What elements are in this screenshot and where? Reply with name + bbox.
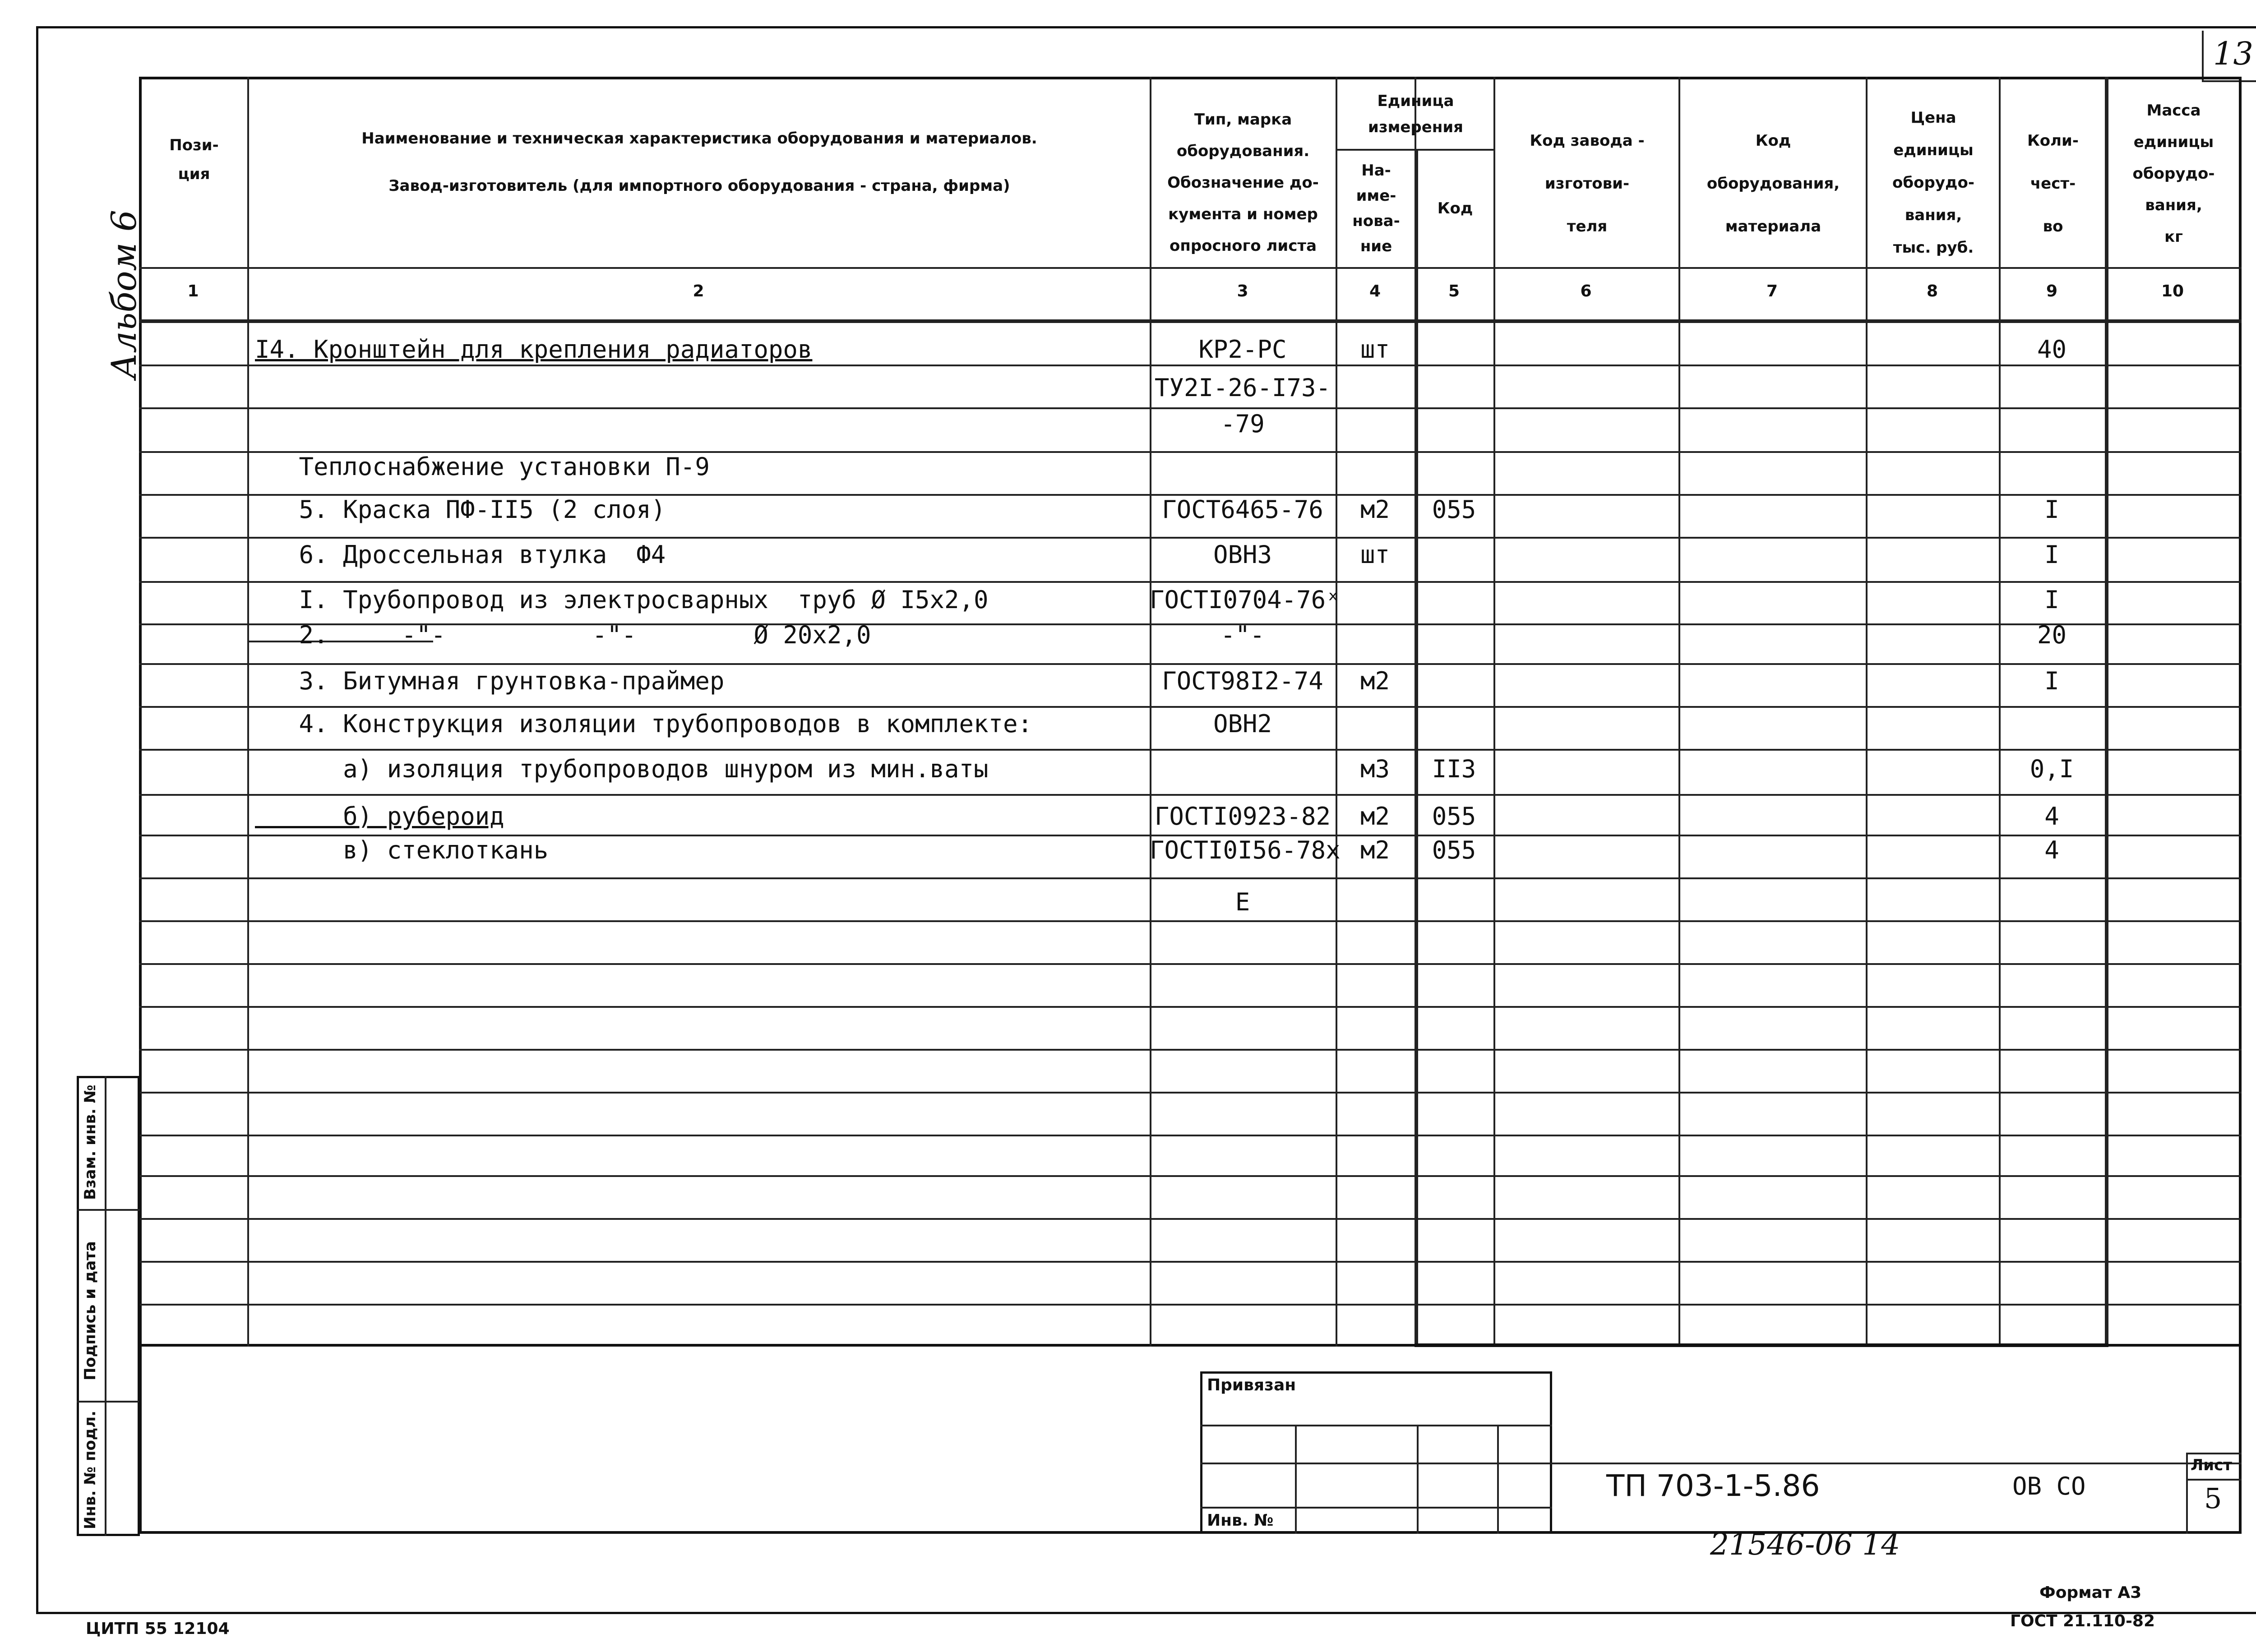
header-equipment-code: Код оборудования, материала — [1706, 132, 1840, 235]
row-11-name: б) рубероид — [255, 802, 504, 831]
row-1-type: ТУ2I-26-I73- — [1154, 374, 1331, 402]
row-8-type: ГОСТ98I2-74 — [1162, 667, 1323, 695]
format-label: Формат А3 — [2039, 1583, 2142, 1602]
col-num-4: 4 — [1369, 282, 1381, 300]
row-10-name: а) изоляция трубопроводов шнуром из мин.ваты — [255, 755, 989, 783]
header-type: Тип, марка оборудования. Обозначение до- кумента и номер опросного листа — [1167, 111, 1319, 255]
row-8-qty: I — [2044, 667, 2059, 695]
document-code: ТП 703-1-5.86 — [1606, 1468, 1820, 1503]
row-12-code: 055 — [1432, 836, 1476, 864]
header-unit-code: Код — [1437, 199, 1473, 217]
row-12-qty: 4 — [2044, 836, 2059, 864]
row-11-type: ГОСТI0923-82 — [1154, 802, 1331, 831]
row-8-unit: м2 — [1360, 667, 1390, 695]
album-label: Альбом 6 — [104, 210, 144, 379]
header-position: Пози- ция — [169, 136, 219, 183]
sheet-label: Лист — [2191, 1456, 2232, 1474]
corner-number: 13 — [2213, 35, 2254, 72]
row-0-qty: 40 — [2037, 335, 2067, 364]
row-3-name: Теплоснабжение установки П-9 — [255, 452, 710, 481]
row-4-name: 5. Краска ПФ-II5 (2 слоя) — [255, 495, 666, 524]
gost-label: ГОСТ 21.110-82 — [2010, 1612, 2155, 1630]
row-9-name: 4. Конструкция изоляции трубопроводов в комплекте: — [255, 710, 1033, 738]
row-11-unit: м2 — [1360, 802, 1390, 831]
row-12-unit: м2 — [1360, 836, 1390, 864]
row-6-qty: I — [2044, 586, 2059, 614]
col-num-3: 3 — [1237, 282, 1248, 300]
row-4-code: 055 — [1432, 495, 1476, 524]
citp-label: ЦИТП 55 12104 — [86, 1620, 230, 1638]
archive-number: 21546-06 14 — [1710, 1527, 1900, 1562]
row-7-type: -"- — [1220, 621, 1265, 649]
col-num-5: 5 — [1448, 282, 1460, 300]
row-4-type: ГОСТ6465-76 — [1162, 495, 1323, 524]
row-11-code: 055 — [1432, 802, 1476, 831]
row-9-type: ОВН2 — [1213, 710, 1272, 738]
privyazan-block — [1200, 1371, 1552, 1534]
header-name-line1: Наименование и техническая характеристика оборудования и материалов. — [361, 129, 1037, 148]
bottom-frame-line — [139, 1347, 2242, 1534]
header-mass: Масса единицы оборудо- вания, кг — [2132, 102, 2215, 246]
col-num-7: 7 — [1766, 282, 1778, 300]
inv-no-label: Инв. № — [1207, 1511, 1274, 1530]
side-stamp-inv-repl: Взам. инв. № — [81, 1084, 99, 1200]
section-code: ОВ СО — [2012, 1472, 2086, 1500]
row-4-unit: м2 — [1360, 495, 1390, 524]
col-num-6: 6 — [1580, 282, 1592, 300]
row-4-qty: I — [2044, 495, 2059, 524]
sheet-number: 5 — [2204, 1482, 2222, 1515]
col-num-9: 9 — [2046, 282, 2058, 300]
header-unit-name: На- име- нова- ние — [1352, 162, 1400, 255]
header-price: Цена единицы оборудо- вания, тыс. руб. — [1892, 109, 1974, 257]
header-quantity: Коли- чест- во — [2027, 132, 2079, 235]
row-7-qty: 20 — [2037, 621, 2067, 649]
row-5-name: 6. Дроссельная втулка Ф4 — [255, 540, 666, 569]
col-num-10: 10 — [2161, 282, 2184, 300]
side-stamp-inv-orig: Инв. № подл. — [81, 1410, 99, 1529]
row-6-name: I. Трубопровод из электросварных труб Ø I5x2,0 — [255, 586, 989, 614]
row-10-code: II3 — [1432, 755, 1476, 783]
row-6-type: ГОСТI0704-76ˣ — [1150, 586, 1341, 614]
row-12-type: ГОСТI0I56-78х — [1150, 836, 1341, 864]
row-12-name: в) стеклоткань — [255, 836, 549, 864]
row-0-type: КР2-РС — [1198, 335, 1287, 364]
row-0-unit: шт — [1360, 335, 1390, 364]
row-11-qty: 4 — [2044, 802, 2059, 831]
row-10-unit: м3 — [1360, 755, 1390, 783]
side-stamp-sign-date: Подпись и дата — [81, 1241, 99, 1380]
row-10-qty: 0,I — [2029, 755, 2074, 783]
col-num-2: 2 — [693, 282, 704, 300]
row-5-qty: I — [2044, 540, 2059, 569]
header-name-line2: Завод-изготовитель (для импортного оборудования - страна, фирма) — [388, 177, 1010, 195]
row-2-type: -79 — [1220, 410, 1265, 438]
row-8-name: 3. Битумная грунтовка-праймер — [255, 667, 725, 695]
row-5-unit: шт — [1360, 540, 1390, 569]
row-0-name: I4. Кронштейн для крепления радиаторов — [255, 335, 813, 364]
header-factory-code: Код завода - изготови- теля — [1530, 132, 1645, 235]
header-unit: Единица измерения — [1368, 92, 1463, 136]
row-13-type: Е — [1235, 888, 1250, 916]
col-num-1: 1 — [187, 282, 199, 300]
row-7-name: 2. -"- -"- Ø 20x2,0 — [255, 621, 871, 649]
row-5-type: ОВН3 — [1213, 540, 1272, 569]
col-num-8: 8 — [1926, 282, 1938, 300]
privyazan-label: Привязан — [1207, 1376, 1296, 1394]
